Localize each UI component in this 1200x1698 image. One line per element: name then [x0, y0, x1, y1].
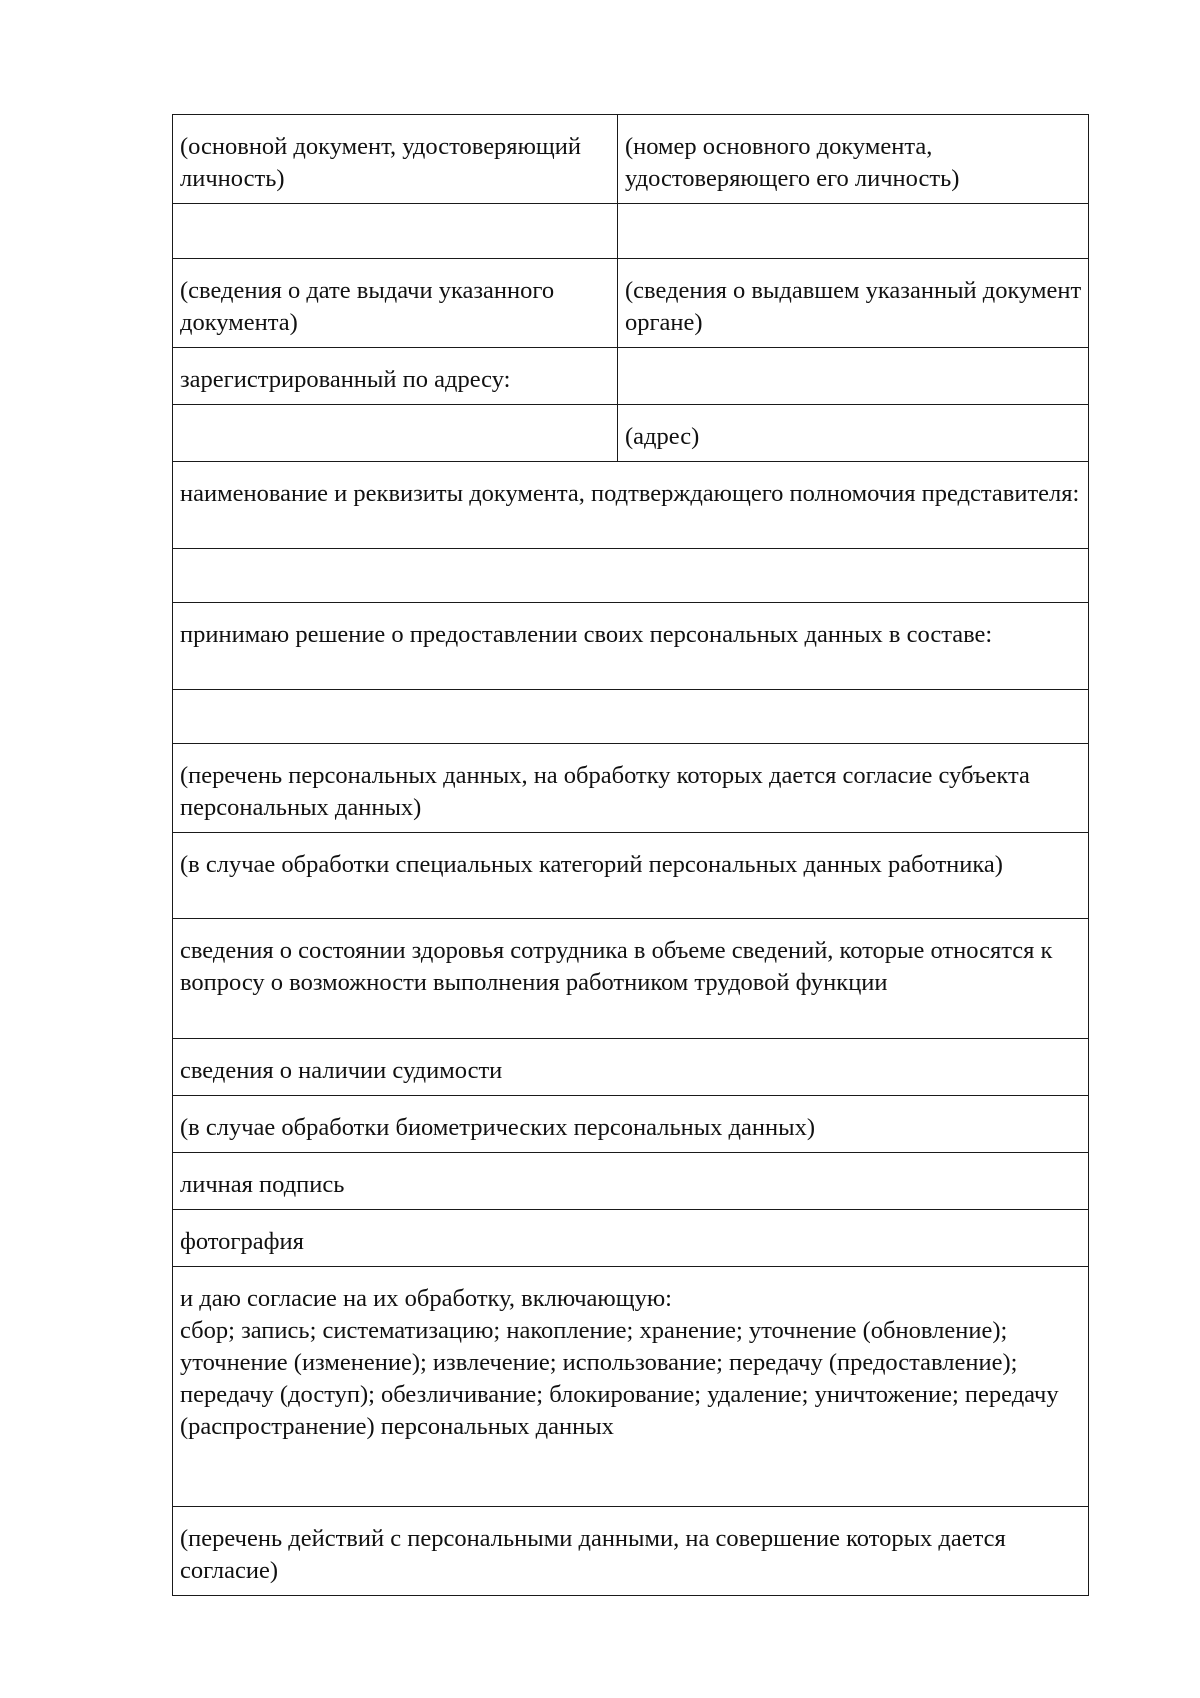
pd-list-label-cell: (перечень персональных данных, на обработку которых дается согласие субъекта персональных данных) — [173, 744, 1089, 833]
table-row — [173, 1039, 1089, 1096]
doc-main-field[interactable] — [173, 204, 618, 259]
table-row — [173, 744, 1089, 833]
criminal-record-cell: сведения о наличии судимости — [173, 1039, 1089, 1096]
consent-form-table — [172, 114, 1089, 1596]
pd-list-field[interactable] — [173, 690, 1089, 744]
table-row — [173, 259, 1089, 348]
photo-cell: фотография — [173, 1210, 1089, 1267]
table-row — [173, 1210, 1089, 1267]
table-row — [173, 462, 1089, 549]
doc-main-label-cell: (основной документ, удостоверяющий личность) — [173, 115, 618, 204]
address-field[interactable] — [173, 405, 618, 462]
signature-cell: личная подпись — [173, 1153, 1089, 1210]
table-row — [173, 1153, 1089, 1210]
table-row — [173, 833, 1089, 919]
authority-doc-field[interactable] — [173, 549, 1089, 603]
table-row — [173, 919, 1089, 1039]
table-row — [173, 1507, 1089, 1596]
consent-text-cell: и даю согласие на их обработку, включающую: сбор; запись; систематизацию; накопление; хранение; уточнение (обновление); уточнение (изменение); извлечение; использование; передачу (предоставление); передачу (доступ); обезличивание; блокирование; удаление; уничтожение; передачу (распространение) персональных данных — [173, 1267, 1089, 1507]
table-row — [173, 348, 1089, 405]
table-row — [173, 1267, 1089, 1507]
special-categories-label-cell: (в случае обработки специальных категорий персональных данных работника) — [173, 833, 1089, 919]
issue-date-label-cell: (сведения о дате выдачи указанного документа) — [173, 259, 618, 348]
table-row — [173, 549, 1089, 603]
biometric-label-cell: (в случае обработки биометрических персональных данных) — [173, 1096, 1089, 1153]
registered-label-cell: зарегистрированный по адресу: — [173, 348, 618, 405]
decision-text-cell: принимаю решение о предоставлении своих персональных данных в составе: — [173, 603, 1089, 690]
registered-address-field[interactable] — [618, 348, 1089, 405]
table-row — [173, 603, 1089, 690]
address-label-cell: (адрес) — [618, 405, 1089, 462]
health-info-cell: сведения о состоянии здоровья сотрудника в объеме сведений, которые относятся к вопросу о возможности выполнения работником трудовой функции — [173, 919, 1089, 1039]
doc-number-field[interactable] — [618, 204, 1089, 259]
issuer-label-cell: (сведения о выдавшем указанный документ органе) — [618, 259, 1089, 348]
table-row — [173, 204, 1089, 259]
table-row — [173, 1096, 1089, 1153]
doc-number-label-cell: (номер основного документа, удостоверяющего его личность) — [618, 115, 1089, 204]
table-row — [173, 690, 1089, 744]
table-row — [173, 115, 1089, 204]
authority-doc-label-cell: наименование и реквизиты документа, подтверждающего полномочия представителя: — [173, 462, 1089, 549]
actions-list-label-cell: (перечень действий с персональными данными, на совершение которых дается согласие) — [173, 1507, 1089, 1596]
table-row — [173, 405, 1089, 462]
